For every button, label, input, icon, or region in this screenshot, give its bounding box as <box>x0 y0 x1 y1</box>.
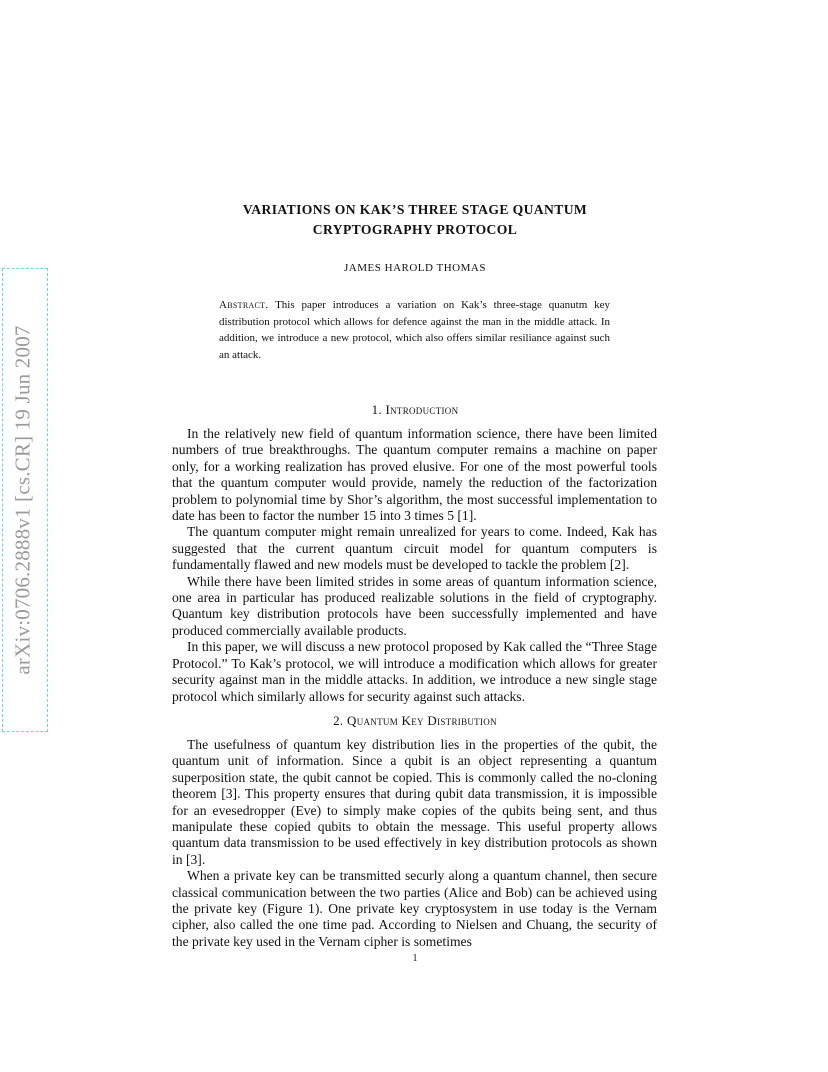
abstract-text: This paper introduces a variation on Kak’s three-stage quanutm key distribution protocol which allows for defence against the man in the middle attack. In addition, we introduce a new protocol, which also offers similar resiliance against such an attack. <box>219 299 610 361</box>
abstract-label: Abstract. <box>219 299 269 311</box>
arxiv-identifier: arXiv:0706.2888v1 [cs.CR] 19 Jun 2007 <box>10 325 35 675</box>
page-number: 1 <box>412 953 418 964</box>
section-body-introduction <box>172 426 657 705</box>
paragraph: The quantum computer might remain unrealized for years to come. Indeed, Kak has suggested that the current quantum circuit model for quantum computers is fundamentally flawed and new models must be developed to tackle the problem [2]. <box>172 524 657 573</box>
title-line-2: CRYPTOGRAPHY PROTOCOL <box>312 222 518 237</box>
abstract <box>219 297 610 363</box>
paragraph: In the relatively new field of quantum information science, there have been limited numbers of true breakthroughs. The quantum computer remains a machine on paper only, for a working realization has proved elusive. For one of the most powerful tools that the quantum computer would provide, namely the reduction of the factorization problem to polynomial time by Shor’s algorithm, the most successful implementation to date has been to factor the number 15 into 3 times 5 [1]. <box>172 426 657 524</box>
paragraph: When a private key can be transmitted securly along a quantum channel, then secure classical communication between the two parties (Alice and Bob) can be achieved using the private key (Figure 1). One private key cryptosystem in use today is the Vernam cipher, also called the one time pad. According to Nielsen and Chuang, the security of the private key used in the Vernam cipher is sometimes <box>172 868 657 949</box>
paragraph: The usefulness of quantum key distribution lies in the properties of the qubit, the quantum unit of information. Since a qubit is an object representing a quantum superposition state, the qubit cannot be copied. This is commonly called the no-cloning theorem [3]. This property ensures that during qubit data transmission, it is impossible for an evesedropper (Eve) to simply make copies of the qubits being sent, and thus manipulate these copied qubits to obtain the message. This useful property allows quantum data transmission to be used effectively in key distribution protocols as shown in [3]. <box>172 737 657 867</box>
section-body-quantum-key-distribution <box>172 737 657 950</box>
paper-title <box>200 200 630 240</box>
section-heading-quantum-key-distribution: 2. Quantum Key Distribution <box>333 713 497 728</box>
section-heading-introduction: 1. Introduction <box>371 402 459 417</box>
title-line-1: VARIATIONS ON KAK’S THREE STAGE QUANTUM <box>242 202 588 217</box>
author-name: JAMES HAROLD THOMAS <box>344 262 486 274</box>
paragraph: While there have been limited strides in some areas of quantum information science, one area in particular has produced realizable solutions in the field of cryptography. Quantum key distribution protocols have been successfully implemented and have produced commercially available products. <box>172 573 657 638</box>
paragraph: In this paper, we will discuss a new protocol proposed by Kak called the “Three Stage Protocol.” To Kak’s protocol, we will introduce a modification which allows for greater security against man in the middle attacks. In addition, we introduce a new single stage protocol which similarly allows for security against such attacks. <box>172 639 657 704</box>
